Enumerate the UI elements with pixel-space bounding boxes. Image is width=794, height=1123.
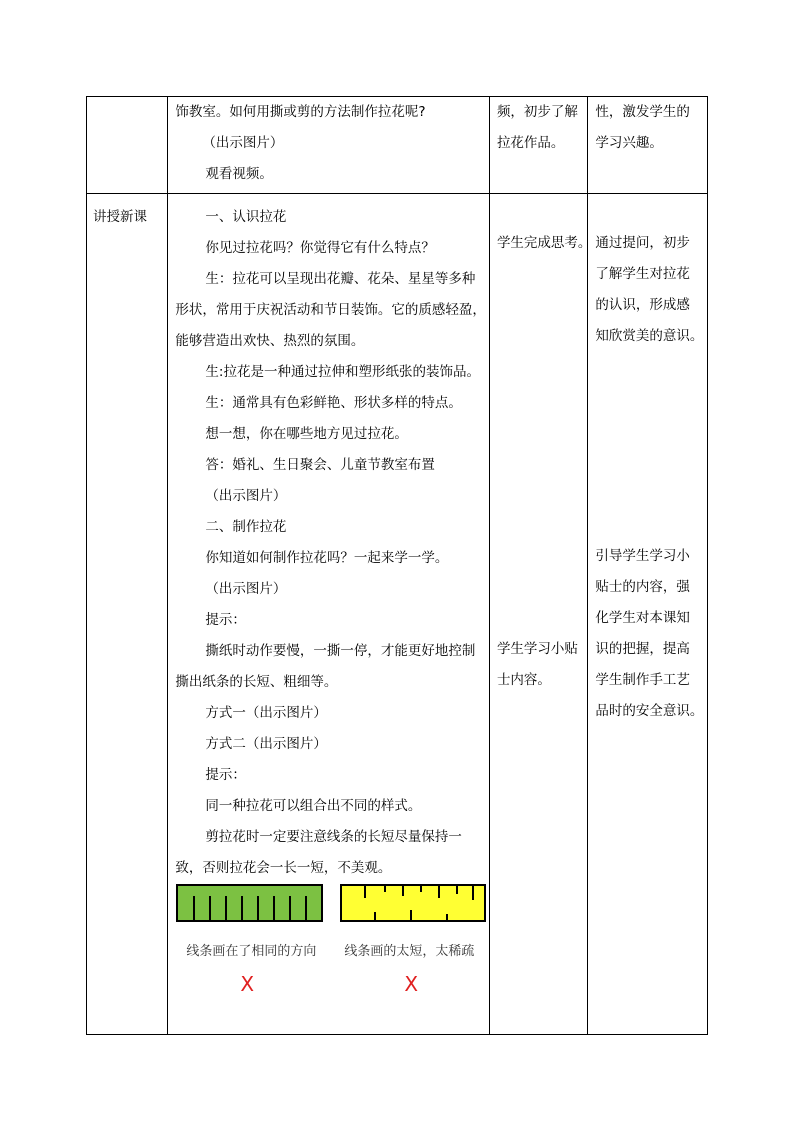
text-line: 你见过拉花吗？你觉得它有什么特点？ (205, 240, 435, 256)
text-line: 化学生对本课知 (595, 610, 690, 626)
text-line: 知欣赏美的意识。 (595, 328, 704, 344)
strip-cut-line (420, 886, 422, 892)
text-line: （出示图片） (205, 488, 287, 504)
text-line: 学生完成思考。 (496, 235, 592, 251)
cell-purpose-main (588, 194, 708, 1035)
text-line: 学生学习小贴 (496, 641, 578, 657)
right-figure-caption: 线条画的太短，太稀疏 (344, 944, 475, 959)
text-line: 生：通常具有色彩鲜艳、形状多样的特点。 (205, 395, 462, 411)
text-line: 性，激发学生的 (595, 104, 690, 120)
text-line: 方式一（出示图片） (205, 705, 327, 721)
text-line: （出示图片） (202, 135, 284, 151)
strip-cut-line (305, 896, 307, 920)
text-line: 方式二（出示图片） (205, 736, 327, 752)
text-line: 想一想，你在哪些地方见过拉花。 (205, 426, 408, 442)
cell-student-activity-main (489, 194, 592, 1035)
text-line: 能够营造出欢快、热烈的氛围。 (175, 333, 365, 349)
text-line: 通过提问，初步 (595, 235, 690, 251)
text-line: 品时的安全意识。 (595, 703, 704, 719)
strip-cut-line (384, 886, 386, 892)
strip-figures (168, 884, 489, 1034)
strip-cut-line (402, 886, 404, 896)
strip-cut-line (364, 886, 366, 898)
yellow-paper-strip (340, 884, 486, 922)
text-line: （出示图片） (205, 581, 287, 597)
strip-cut-line (209, 896, 211, 920)
table-row-intro (87, 97, 708, 194)
cell-stage-empty (87, 97, 168, 194)
strip-cut-line (410, 910, 412, 920)
cell-student-activity-intro (489, 97, 587, 194)
strip-cut-line (472, 886, 474, 900)
lesson-plan-table (86, 96, 708, 1035)
text-line: 拉花作品。 (496, 135, 565, 151)
text-line: 同一种拉花可以组合出不同的样式。 (205, 798, 422, 814)
text-line: 二、制作拉花 (205, 519, 287, 535)
strip-cut-line (374, 912, 376, 920)
text-line: 提示： (205, 612, 246, 628)
cell-teacher-activity-intro (168, 97, 490, 194)
text-line: 撕纸时动作要慢，一撕一停，才能更好地控制 (205, 643, 476, 659)
text-line: 致，否则拉花会一长一短，不美观。 (175, 860, 392, 876)
text-line: 学习兴趣。 (595, 135, 663, 151)
text-line: 生:拉花是一种通过拉伸和塑形纸张的装饰品。 (205, 364, 480, 380)
cell-teacher-activity-main (168, 194, 490, 1035)
text-line: 形状，常用于庆祝活动和节日装饰。它的质感轻盈， (175, 302, 486, 318)
text-line: 贴士的内容，强 (595, 579, 690, 595)
stage-label: 讲授新课 (93, 209, 147, 225)
strip-cut-line (446, 914, 448, 920)
strip-cut-line (456, 886, 458, 894)
text-line: 频，初步了解 (496, 104, 578, 120)
strip-cut-line (438, 886, 440, 898)
text-line: 观看视频。 (205, 166, 273, 182)
text-line: 识的把握，提高 (595, 641, 690, 657)
strip-cut-line (225, 896, 227, 920)
wrong-mark-icon: X (404, 972, 419, 996)
strip-cut-line (193, 896, 195, 920)
text-line: 你知道如何制作拉花吗？一起来学一学。 (205, 550, 449, 566)
text-line: 的认识，形成感 (595, 297, 690, 313)
text-line: 答：婚礼、生日聚会、儿童节教室布置 (205, 457, 435, 473)
text-line: 一、认识拉花 (205, 209, 287, 225)
green-paper-strip (176, 884, 323, 922)
strip-cut-line (257, 896, 259, 920)
strip-cut-line (289, 896, 291, 920)
strip-cut-line (241, 896, 243, 920)
cell-purpose-intro (588, 97, 708, 194)
text-line: 剪拉花时一定要注意线条的长短尽量保持一 (205, 829, 462, 845)
text-line: 引导学生学习小 (595, 548, 690, 564)
cell-stage-label (87, 194, 168, 1035)
strip-cut-line (273, 896, 275, 920)
text-line: 生：拉花可以呈现出花瓣、花朵、星星等多种 (205, 271, 476, 287)
text-line: 撕出纸条的长短、粗细等。 (175, 674, 338, 690)
text-line: 了解学生对拉花 (595, 266, 690, 282)
text-line: 提示： (205, 767, 246, 783)
table-row-new-lesson (87, 194, 708, 1035)
wrong-mark-icon: X (240, 972, 255, 996)
left-figure-caption: 线条画在了相同的方向 (186, 944, 317, 959)
text-line: 饰教室。如何用撕或剪的方法制作拉花呢? (175, 104, 426, 120)
text-line: 学生制作手工艺 (595, 672, 690, 688)
text-line: 士内容。 (496, 672, 551, 688)
